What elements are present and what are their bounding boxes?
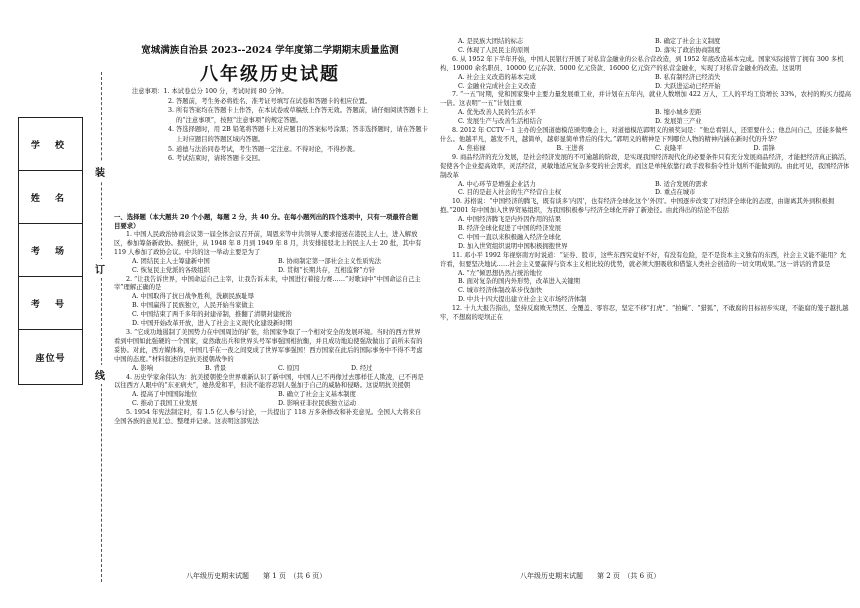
option: A. 是民族大团结的标志 [458, 38, 524, 45]
option: B. 王进喜 [556, 144, 585, 152]
option: C. 发展生产与改善生活相结合 [458, 118, 543, 126]
option: D. 加入世贸组织说明中国积极拥抱世界 [458, 242, 568, 250]
exam-title: 八年级历史试题 [200, 64, 340, 85]
question-list [114, 211, 424, 427]
student-info-box [18, 117, 83, 385]
option: B. 面对复杂的国内外形势，改革进入关键期 [458, 278, 580, 286]
field-exam-room: 考 场 [19, 224, 82, 277]
option: B. 确定了社会主义制度 [655, 38, 721, 45]
option: C. 恢复民主党派的各级组织 [132, 266, 210, 274]
option: C. 中国结束了两千多年的封建帝制，推翻了清朝封建统治 [132, 311, 292, 319]
option: A. 团结民主人士筹建新中国 [132, 257, 210, 265]
question-options [440, 74, 852, 92]
question-stem: 12. 十九大报告指出，坚持反腐败无禁区、全覆盖、零容忍，坚定不移“打虎”、“拍蝇”、“猎狐”，不敢腐的目标初步实现，不能腐的笼子越扎越牢，不想腐的堤坝正在 [440, 305, 849, 322]
option: B. 私有制经济已经消失 [655, 73, 721, 81]
option: D. 影响亚非拉民族独立运动 [278, 400, 357, 408]
option: B. 确立了社会主义基本制度 [278, 391, 356, 399]
option: D. 中国开始改革开放，进入了社会主义现代化建设新时期 [132, 320, 292, 328]
option: D. 发展第三产业 [655, 118, 702, 126]
question-item [114, 329, 424, 374]
option: B. 缩小城乡差距 [655, 109, 702, 117]
question-options [114, 293, 424, 329]
binding-mark-xian: 线 [95, 365, 105, 384]
question-stem: 5. 1954 年宪法制定时，有 1.5 亿人参与讨论，一共提出了 118 万多条修改和补充意见。全国人大将来自全国各族的意见汇总、整理并记录。这表明这部宪法 [114, 409, 422, 426]
notice-lead: 注意事项：1. 本试卷总分 100 分，考试时间 80 分钟。 [132, 88, 288, 95]
option: D. 中共十四大提出建立社会主义市场经济体制 [458, 296, 587, 304]
question-stem: 6. 从 1952 年下半年开始，中国人民银行开展了对私营金融业的公私合营改造，到 1952 年底改造基本完成。国家实际接管了拥有 300 多机构、19000 余名职员、10000 亿元存款、5000 亿元贷款、16000 亿元资产的私营金融业，实现了对私营金融业的改造。这说明 [440, 55, 844, 72]
question-stem: 7. “一五”时期，党和国家集中主要力量发展重工业，并计划在五年内，就业人数增加 422 万人，工人的平均工资增长 33%，农村的购买力提高一倍。这表明“一五”计划注重 [440, 91, 852, 108]
question-item [440, 127, 852, 154]
question-item [440, 198, 852, 251]
option: D. 经过 [351, 364, 373, 372]
field-exam-number: 考 号 [19, 277, 82, 330]
notice-item: 4. 答选择题时，用 2B 铅笔将答题卡上对应题目的答案标号涂黑；答非选择题时，请在答题卡上对应题目的答题区域内答题。 [168, 126, 428, 143]
option: B. 背景 [205, 364, 227, 372]
question-stem: 3. “它成功地遏制了美国势力在中国周边的扩张，给国家争取了一个相对安全的发展环境。当时的西方世界看到中国如此强硬的一个国家，竟然敢出兵和世界头号军事强国相抗衡，并且成功地迫使强敌做出了前所未有的妥协。对此，西方媒体称，中国几乎在一夜之间变成了世界军事强国！西方国家在此后的国际事务中不得不考虑中国的态度。”材料叙述的是抗美援朝战争的 [114, 328, 423, 363]
option: C. 袁隆平 [655, 144, 683, 152]
question-item [440, 154, 852, 199]
question-options [440, 216, 852, 252]
option: A. 提高了中国国际地位 [132, 391, 198, 399]
notice-item: 2. 答题前，考生务必将姓名、准考证号填写在试卷和答题卡的相应位置。 [168, 97, 372, 105]
question-item [440, 305, 852, 323]
field-school: 学 校 [19, 118, 82, 171]
option: A. 社会主义改造的基本完成 [458, 73, 536, 81]
question-stem: 9. 商品经济的充分发展，是社会经济发展的不可逾越的阶段，是实现我国经济现代化的必要条件只有充分发展商品经济，才能把经济真正搞活，促使各个企业提高效率，灵活经营，灵敏地适应复杂多变的社会需求，而这是单纯依靠行政手段和指令性计划所不能做到的。由此可见，我国经济体制改革 [440, 153, 851, 179]
question-stem: 10. 苏格说：“中国经济的腾飞，既有谈多‘内因’，也有经济全球化这个‘外因’。中国逐步改变了对经济全球化的态度，由谢离其外到积极拥抱。”2001 年中国加入世界贸易组织，为我国积极参与经济全球化开辟了新途径。由此得出的结论不包括 [440, 198, 835, 215]
notice-item: 3. 所有答案均在答题卡上作答，在本试卷或草稿纸上作答无效。答题前，请仔细阅读答题卡上的“注意事项”，按照“注意事项”的规定答题。 [168, 107, 428, 124]
question-options [440, 109, 852, 127]
option: B. 适合发展的需求 [655, 180, 708, 188]
question-options [114, 365, 424, 374]
option: C. 体现了人民民主的原则 [458, 46, 530, 54]
option: D. 贯彻“长期共存，互相监督”方针 [278, 266, 376, 274]
question-item [114, 374, 424, 410]
option: D. 落实了政治协商制度 [655, 46, 721, 54]
section-title: 一、选择题（本大题共 20 个小题，每题 2 分，共 40 分。在每小题列出的四个选项中，只有一项最符合题目要求） [114, 213, 418, 230]
option: C. 原因 [278, 364, 300, 372]
question-item [440, 56, 852, 92]
page-footer: 八年级历史期末试题 第 1 页 （共 6 页） [186, 572, 327, 580]
option: A. “左”倾思想仍然占统治地位 [458, 269, 543, 277]
option: C. 金融业完成社会主义改造 [458, 82, 536, 90]
option: C. 中国一直以来积极融入经济全球化 [458, 233, 562, 241]
option: B. 中国赢得了民族独立，人民开始当家做主 [132, 302, 254, 310]
question-options [440, 270, 852, 306]
question-stem: 2. “让我告诉世界，中国命运自己主宰，让我告诉未来，中国进行着接力赛……”对歌词中“中国命运自己主宰”理解正确的是 [114, 275, 421, 292]
binding-mark-zhuang: 装 [95, 162, 105, 181]
exam-page-2 [430, 0, 860, 608]
question-item [114, 409, 424, 427]
question-stem: 1. 中国人民政治协商会议第一届全体会议召开前，周恩来等中共领导人要求接送在港民主人士，进入解放区，参加筹备新政协。据统计，从 1948 年 8 月到 1949 年 8 月，共安排接驳北上的民主人士 20 批，其中有 119 人参加了政协会议。中共的这一举动主要是为了 [114, 231, 422, 256]
q5-options [440, 38, 852, 56]
page-footer: 八年级历史期末试题 第 2 页 （共 6 页） [520, 572, 661, 580]
question-stem: 11. 邓小平 1992 年视察南方时说道：“证券、股市，这些东西究竟好不好，有没有危险，是不是资本主义独有的东西，社会主义能不能用？允许看，但要坚决地试……社会主义要赢得与资本主义相比较的优势，就必须大胆吸收和借鉴人类社会创造的一切文明成果。”这一讲话的背景是 [440, 251, 847, 268]
notice-item: 5. 道德与法治同卷考试，考生答题一定注意。不得对论，不得抄袭。 [168, 145, 359, 153]
question-list [440, 38, 852, 323]
question-options [114, 258, 424, 276]
option: D. 重点在城市 [655, 189, 696, 197]
question-item [440, 252, 852, 305]
field-seat-number: 座位号 [35, 353, 66, 364]
question-item [114, 276, 424, 329]
binding-line [101, 72, 102, 582]
option: A. 中国经济腾飞是内外因作用的结果 [458, 216, 562, 224]
question-item [440, 91, 852, 127]
option: D. 雷锋 [753, 144, 775, 152]
option: A. 中心环节是增强企业活力 [458, 180, 536, 188]
question-item [114, 231, 424, 276]
notice-block [132, 87, 432, 164]
option: A. 中国取得了抗日战争胜利，洗刷民族耻辱 [132, 293, 254, 301]
question-options [114, 391, 424, 409]
option: B. 经济全球化促进了中国的经济发展 [458, 225, 562, 233]
option: A. 优先改善人民的生活水平 [458, 109, 536, 117]
field-name: 姓 名 [19, 171, 82, 224]
option: C. 城市经济体制改革步伐加快 [458, 287, 543, 295]
question-options [440, 145, 852, 154]
option: D. 大跃进运动已经开始 [655, 82, 721, 90]
question-options [440, 181, 852, 199]
question-stem: 4. 历史学家余伟认为：抗美援朝使全世界重新认识了新中国，中国人已不再像过去那样任人欺凌，已不再是以往西方人眼中的“东亚病夫”，她热爱和平，但决不能容忍别人强加于自己的威胁和侵略。这说明抗美援朝 [114, 373, 424, 390]
option: A. 影响 [132, 364, 154, 372]
school-line: 宽城满族自治县 2023--2024 学年度第二学期期末质量监测 [141, 45, 399, 56]
option: C. 推动了我国工业发展 [132, 400, 198, 408]
option: B. 协商制定第一部社会主义性质宪法 [278, 257, 382, 265]
notice-item: 6. 考试结束时，请将答题卡交回。 [168, 155, 265, 163]
option: C. 目的是赶入社会的生产经营自主权 [458, 189, 562, 197]
binding-mark-ding: 订 [95, 259, 105, 278]
option: A. 焦裕禄 [458, 144, 486, 152]
question-stem: 8. 2012 年 CCTV－1 主办的全国道德模范颁奖晚会上，对道德模范郭明义的颁奖词是：“他总看别人，还需要什么；他总问自己，还能多做些什么。他越平凡，越发不凡，越简单，越彰显简单背后的伟大。”郭明义的精神是下列哪位人物的精神内涵在新时代的升华？ [440, 127, 848, 143]
